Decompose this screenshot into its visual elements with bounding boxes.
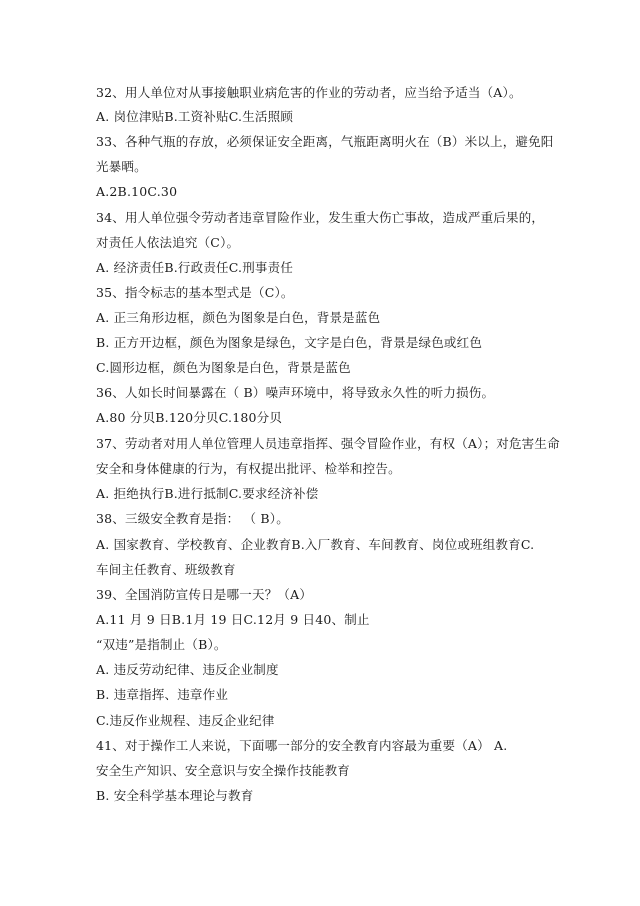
q37-stem: 37、劳动者对用人单位管理人员违章指挥、强令冒险作业，有权（A）；对危害生命 [96, 436, 560, 451]
q35-option-c: C.圆形边框，颜色为图象是白色，背景是蓝色 [96, 360, 351, 375]
q33-options: A.2B.10C.30 [96, 184, 178, 199]
q34-options: A. 经济责任B.行政责任C.刑事责任 [96, 260, 294, 275]
q33-stem: 33、各种气瓶的存放，必须保证安全距离，气瓶距离明火在（B）米以上，避免阳 [96, 134, 554, 149]
q35-stem: 35、指令标志的基本型式是（C）。 [96, 285, 294, 300]
q39-stem: 39、全国消防宣传日是哪一天？（A） [96, 587, 313, 602]
q38-stem: 38、三级安全教育是指： （ B）。 [96, 511, 289, 526]
q40-stem: “双违”是指制止（B）。 [96, 637, 227, 652]
q39-options: A.11 月 9 日B.1月 19 日C.12月 9 日40、制止 [96, 612, 370, 627]
q37-stem-cont: 安全和身体健康的行为，有权提出批评、检举和控告。 [96, 461, 401, 476]
q41-stem: 41、对于操作工人来说，下面哪一部分的安全教育内容最为重要（A） A. [96, 738, 508, 753]
q38-options-cont: 车间主任教育、班级教育 [96, 562, 236, 577]
q37-options: A. 拒绝执行B.进行抵制C.要求经济补偿 [96, 486, 319, 501]
q40-option-c: C.违反作业规程、违反企业纪律 [96, 713, 275, 728]
q34-stem-cont: 对责任人依法追究（C）。 [96, 235, 240, 250]
q32-options: A. 岗位津贴B.工资补贴C.生活照顾 [96, 109, 294, 124]
q34-stem: 34、用人单位强令劳动者违章冒险作业，发生重大伤亡事故，造成严重后果的， [96, 210, 545, 225]
q36-stem: 36、人如长时间暴露在（ B）噪声环境中，将导致永久性的听力损伤。 [96, 385, 495, 400]
q40-option-a: A. 违反劳动纪律、违反企业制度 [96, 662, 279, 677]
q35-option-b: B. 正方开边框，颜色为图象是绿色，文字是白色，背景是绿色或红色 [96, 335, 483, 350]
q41-option-a: 安全生产知识、安全意识与安全操作技能教育 [96, 763, 351, 778]
q38-options: A. 国家教育、学校教育、企业教育B.入厂教育、车间教育、岗位或班组教育C. [96, 537, 535, 552]
q40-option-b: B. 违章指挥、违章作业 [96, 687, 229, 702]
q32-stem: 32、用人单位对从事接触职业病危害的作业的劳动者，应当给予适当（A）。 [96, 85, 522, 100]
q41-option-b: B. 安全科学基本理论与教育 [96, 788, 254, 803]
q35-option-a: A. 正三角形边框，颜色为图象是白色，背景是蓝色 [96, 310, 381, 325]
q33-stem-cont: 光暴晒。 [96, 159, 147, 174]
q36-options: A.80 分贝B.120分贝C.180分贝 [96, 410, 283, 425]
